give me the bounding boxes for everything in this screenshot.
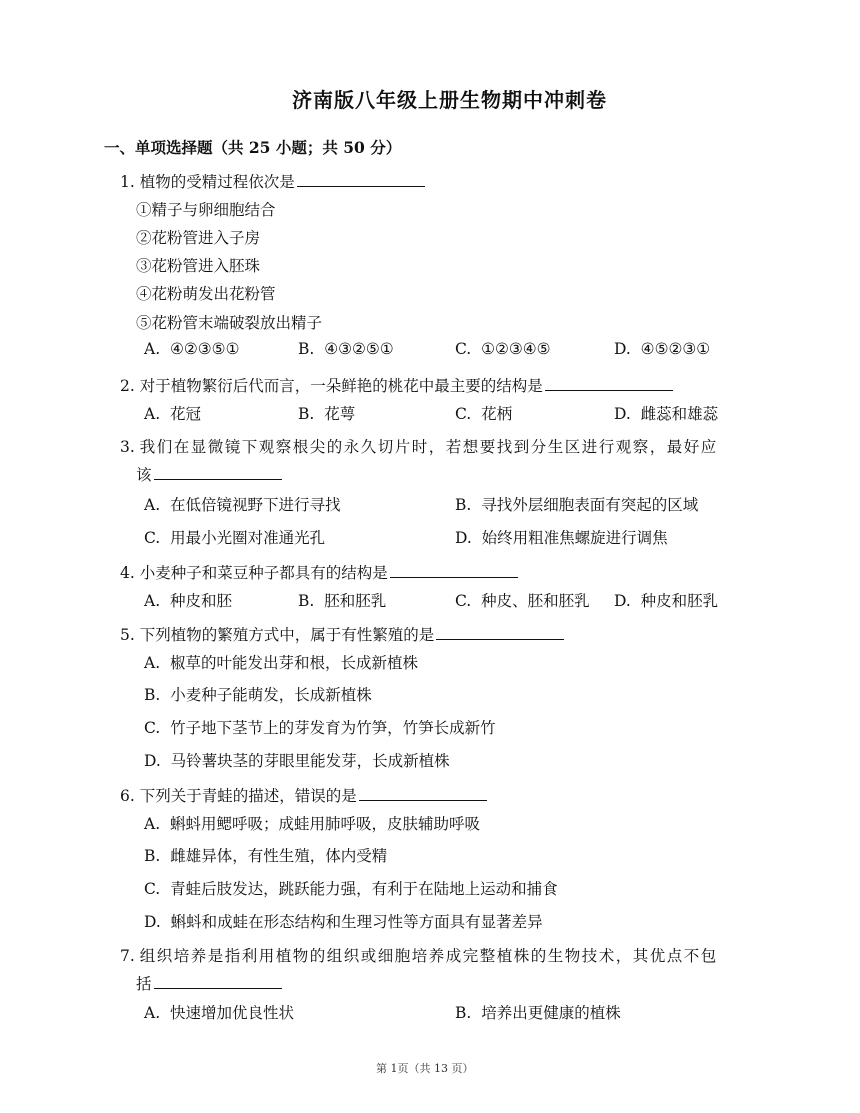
q1-item-4: ④花粉萌发出花粉管 [136,285,276,303]
page-footer: 第 1页（共 13 页） [376,1062,474,1075]
q1-option-a[interactable]: A. ④②③⑤① [144,340,240,358]
question-number: 3. [120,438,135,456]
answer-blank[interactable] [297,172,425,187]
q2-option-b[interactable]: B. 花萼 [298,405,356,423]
page-title: 济南版八年级上册生物期中冲刺卷 [292,88,607,112]
question-5 [120,623,564,645]
question-stem: 对于植物繁衍后代而言，一朵鲜艳的桃花中最主要的结构是 [139,377,543,395]
question-7-continued [136,972,282,994]
q3-option-a[interactable]: A. 在低倍镜视野下进行寻找 [144,496,341,514]
q4-option-c[interactable]: C. 种皮、胚和胚乳 [455,592,590,610]
question-number: 7. [120,947,135,965]
answer-blank[interactable] [154,974,282,989]
q1-item-5: ⑤花粉管末端破裂放出精子 [136,314,323,332]
q3-option-b[interactable]: B. 寻找外层细胞表面有突起的区域 [455,496,699,514]
q5-option-d[interactable]: D. 马铃薯块茎的芽眼里能发芽，长成新植株 [144,752,450,770]
q6-option-d[interactable]: D. 蝌蚪和成蛙在形态结构和生理习性等方面具有显著差异 [144,913,543,931]
question-stem-continued: 括 [136,975,152,993]
question-3 [120,435,718,457]
q1-option-c[interactable]: C. ①②③④⑤ [455,340,551,358]
question-2 [120,374,673,396]
q7-option-b[interactable]: B. 培养出更健康的植株 [455,1004,621,1022]
section-heading: 一、单项选择题（共 25 小题；共 50 分） [104,138,402,157]
q1-item-3: ③花粉管进入胚珠 [136,257,261,275]
question-6 [120,784,487,806]
question-number: 5. [120,626,135,644]
q3-option-c[interactable]: C. 用最小光圈对准通光孔 [144,529,326,547]
q2-option-c[interactable]: C. 花柄 [455,405,513,423]
q4-option-a[interactable]: A. 种皮和胚 [144,592,232,610]
answer-blank[interactable] [436,625,564,640]
question-7 [120,944,718,966]
q7-option-a[interactable]: A. 快速增加优良性状 [144,1004,294,1022]
question-4 [120,561,518,583]
q5-option-c[interactable]: C. 竹子地下茎节上的芽发育为竹笋，竹笋长成新竹 [144,719,496,737]
q6-option-a[interactable]: A. 蝌蚪用鳃呼吸；成蛙用肺呼吸，皮肤辅助呼吸 [144,815,480,833]
question-1 [120,170,425,192]
q1-item-1: ①精子与卵细胞结合 [136,201,276,219]
q4-option-b[interactable]: B. 胚和胚乳 [298,592,387,610]
answer-blank[interactable] [359,786,487,801]
question-stem-continued: 该 [136,466,152,484]
q2-option-a[interactable]: A. 花冠 [144,405,201,423]
q2-option-d[interactable]: D. 雌蕊和雄蕊 [614,405,719,423]
question-stem: 组织培养是指利用植物的组织或细胞培养成完整植株的生物技术，其优点不包 [139,947,718,965]
question-number: 6. [120,787,135,805]
question-stem: 我们在显微镜下观察根尖的永久切片时，若想要找到分生区进行观察，最好应 [139,438,718,456]
q3-option-d[interactable]: D. 始终用粗准焦螺旋进行调焦 [455,529,668,547]
q1-option-b[interactable]: B. ④③②⑤① [298,340,394,358]
question-stem: 下列植物的繁殖方式中，属于有性繁殖的是 [139,626,435,644]
question-number: 4. [120,564,135,582]
answer-blank[interactable] [390,563,518,578]
answer-blank[interactable] [545,376,673,391]
q4-option-d[interactable]: D. 种皮和胚乳 [614,592,719,610]
question-3-continued [136,463,282,485]
q6-option-b[interactable]: B. 雌雄异体，有性生殖，体内受精 [144,847,388,865]
q6-option-c[interactable]: C. 青蛙后肢发达，跳跃能力强，有利于在陆地上运动和捕食 [144,880,558,898]
question-stem: 下列关于青蛙的描述，错误的是 [139,787,357,805]
question-number: 2. [120,377,135,395]
q5-option-b[interactable]: B. 小麦种子能萌发，长成新植株 [144,686,372,704]
answer-blank[interactable] [154,465,282,480]
question-stem: 植物的受精过程依次是 [139,173,295,191]
question-stem: 小麦种子和菜豆种子都具有的结构是 [139,564,388,582]
q1-option-d[interactable]: D. ④⑤②③① [614,340,711,358]
question-number: 1. [120,173,135,191]
q1-item-2: ②花粉管进入子房 [136,229,261,247]
q5-option-a[interactable]: A. 椒草的叶能发出芽和根，长成新植株 [144,654,418,672]
